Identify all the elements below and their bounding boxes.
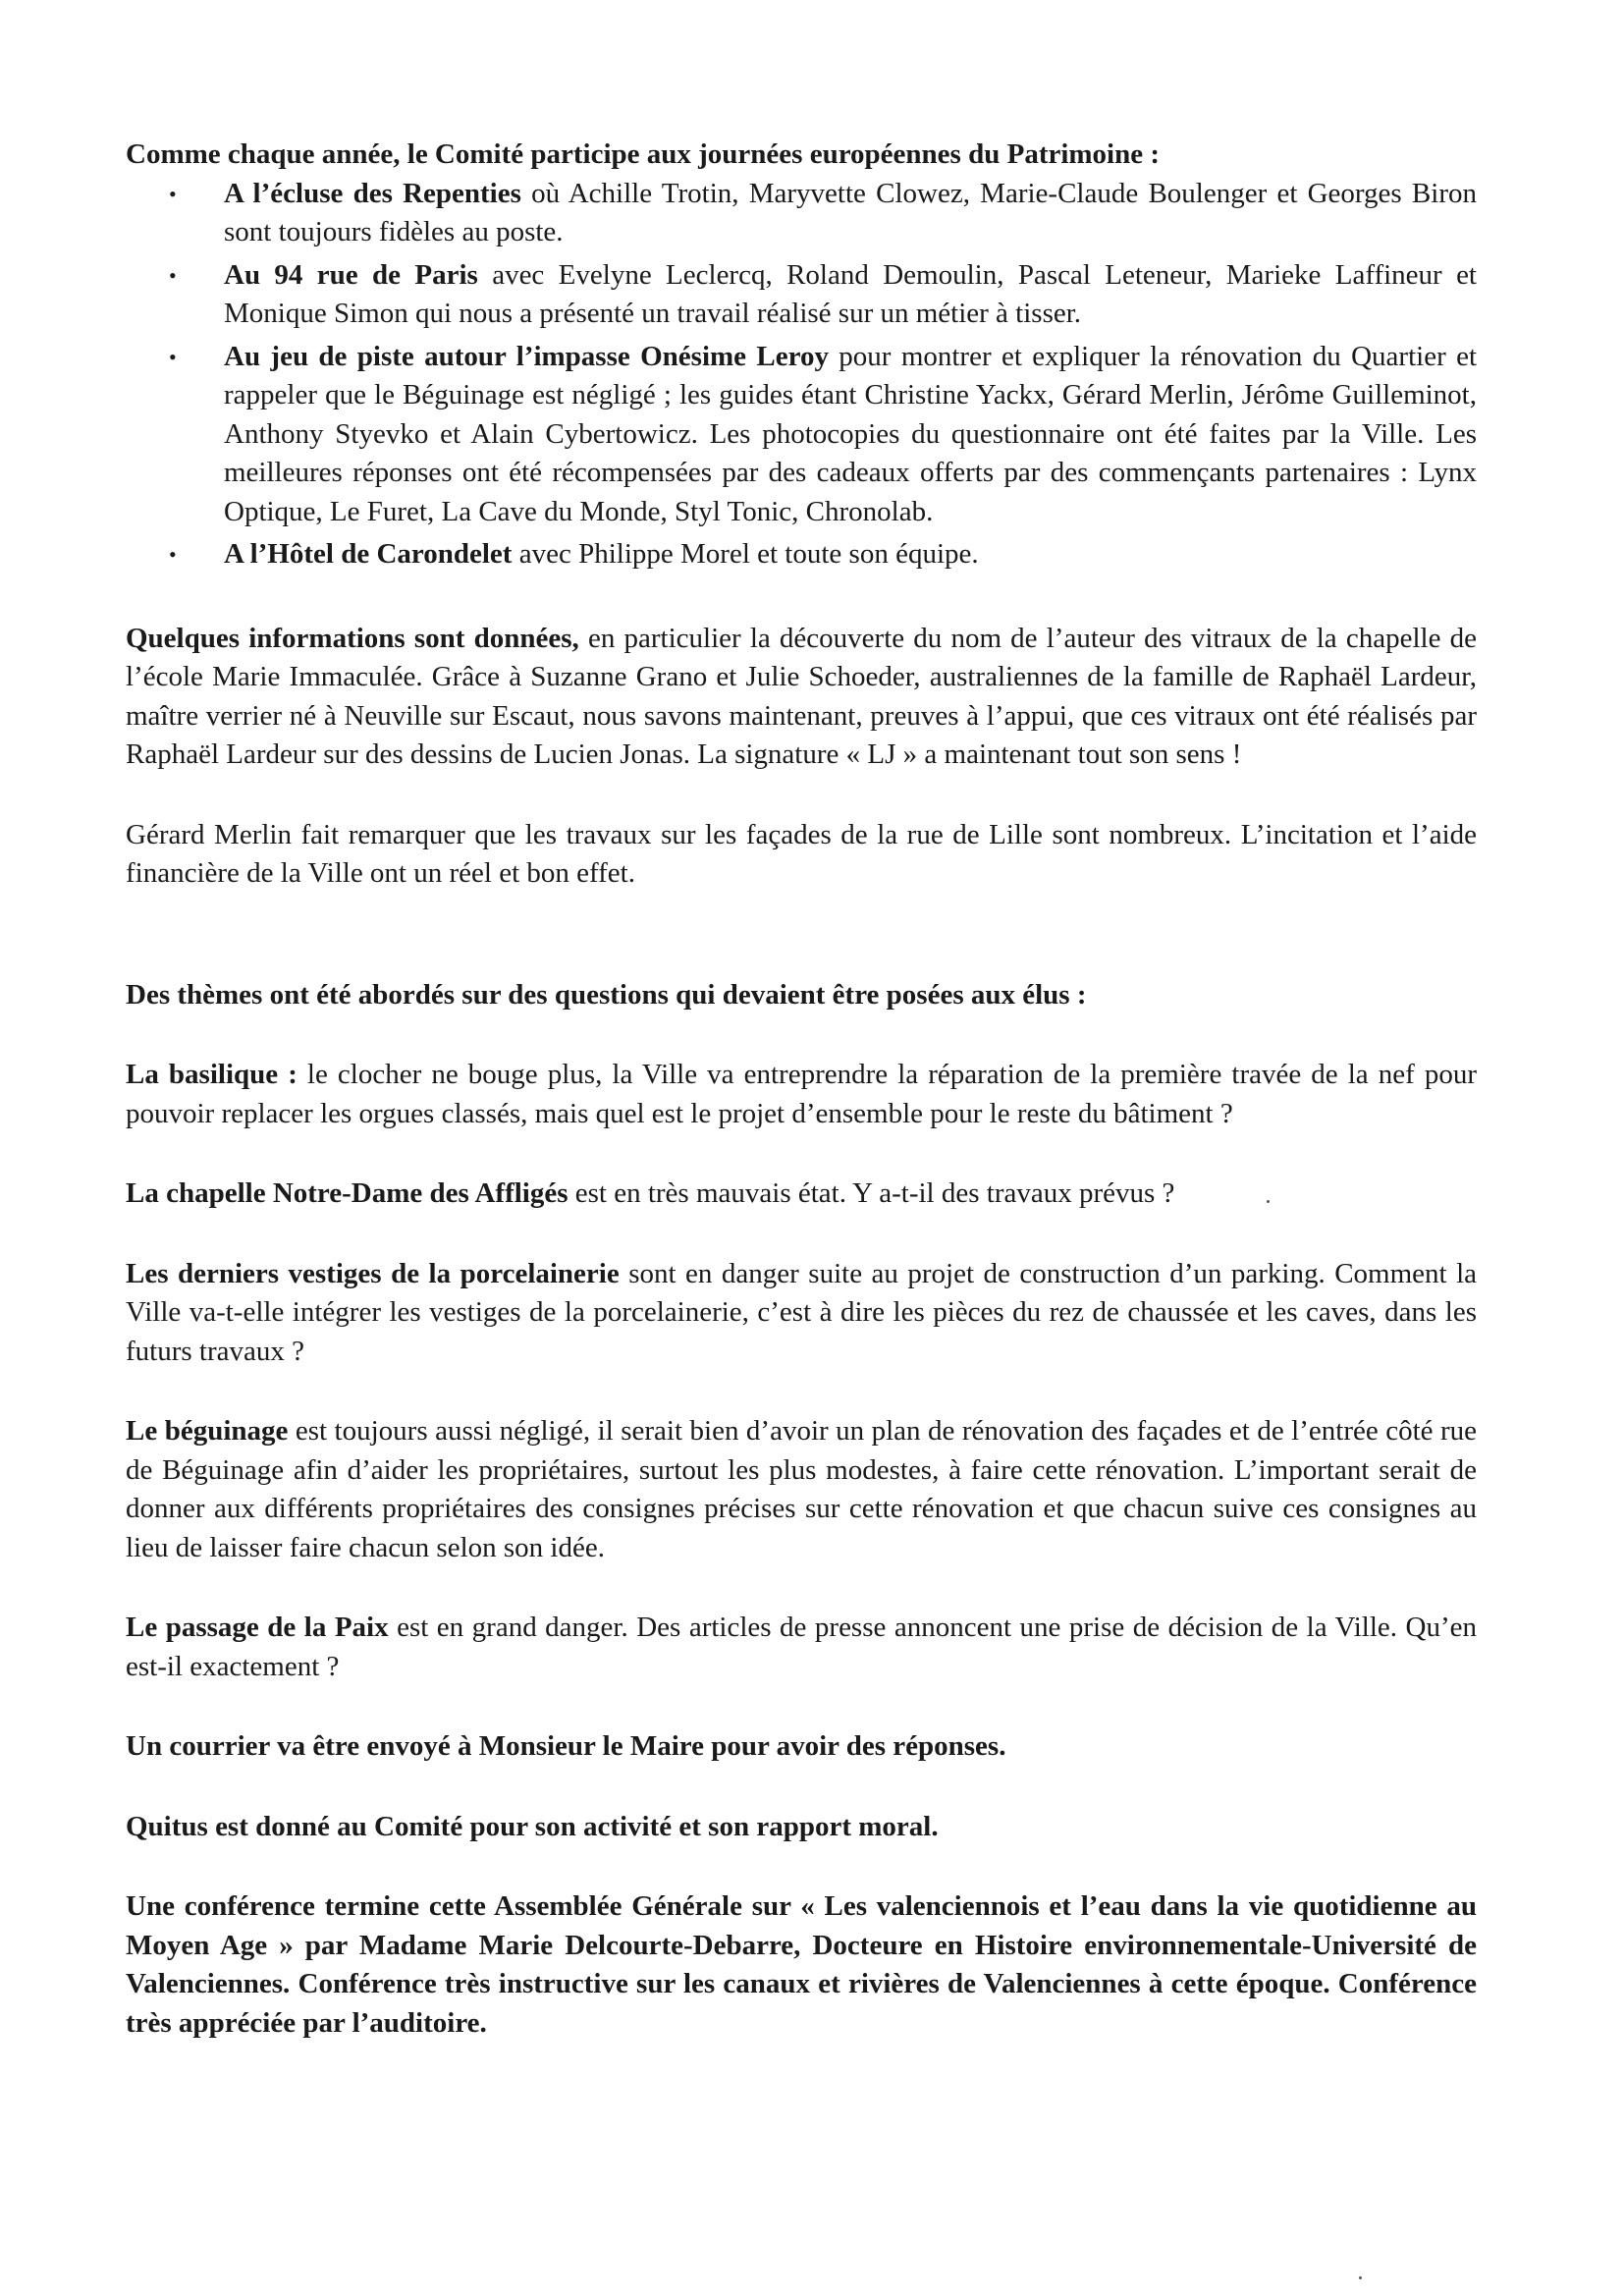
scan-speck xyxy=(1267,1200,1270,1203)
list-item: • Au 94 rue de Paris avec Evelyne Leclercq, Roland Demoulin, Pascal Leteneur, Marieke Laffineur et Monique Simon qui nous a présenté un travail réalisé sur un métier à tisser. xyxy=(224,256,1477,334)
list-item: • A l’Hôtel de Carondelet avec Philippe Morel et toute son équipe. xyxy=(224,535,1477,574)
question-basilique: La basilique : le clocher ne bouge plus, la Ville va entreprendre la réparation de la première travée de la nef pour pouvoir replacer les orgues classés, mais quel est le projet d’ensemble pour le reste du bâtiment ? xyxy=(126,1059,1477,1129)
scan-speck xyxy=(1359,2276,1362,2279)
patrimoine-heading: Comme chaque année, le Comité participe aux journées européennes du Patrimoine : xyxy=(126,138,1161,170)
themes-heading: Des thèmes ont été abordés sur des questions qui devaient être posées aux élus : xyxy=(126,978,1087,1011)
patrimoine-list xyxy=(126,175,1477,574)
question-passage-paix: Le passage de la Paix est en grand danger. Des articles de presse annoncent une prise de décision de la Ville. Qu’en est-il exactement ? xyxy=(126,1612,1477,1682)
question-chapelle: La chapelle Notre-Dame des Affligés est en très mauvais état. Y a-t-il des travaux prévus ? xyxy=(126,1177,1175,1209)
facades-paragraph: Gérard Merlin fait remarquer que les travaux sur les façades de la rue de Lille sont nombreux. L’incitation et l’aide financière de la Ville ont un réel et bon effet. xyxy=(126,818,1477,889)
list-item: • A l’écluse des Repenties où Achille Trotin, Maryvette Clowez, Marie-Claude Boulenger et Georges Biron sont toujours fidèles au poste. xyxy=(224,175,1477,252)
list-item: • Au jeu de piste autour l’impasse Onésime Leroy pour montrer et expliquer la rénovation du Quartier et rappeler que le Béguinage est négligé ; les guides étant Christine Yackx, Gérard Merlin, Jérôme Guilleminot, Anthony Styevko et Alain Cybertowicz. Les photocopies du questionnaire ont été faites par la Ville. Les meilleures réponses ont été récompensées par des cadeaux offerts par des commençants partenaires : Lynx Optique, Le Furet, La Cave du Monde, Styl Tonic, Chronolab. xyxy=(224,338,1477,532)
courrier-paragraph: Un courrier va être envoyé à Monsieur le Maire pour avoir des réponses. xyxy=(126,1730,1006,1762)
question-beguinage: Le béguinage est toujours aussi négligé, il serait bien d’avoir un plan de rénovation des façades et de l’entrée côté rue de Béguinage afin d’aider les propriétaires, surtout les plus modestes, à faire cette rénovation. L’important serait de donner aux différents propriétaires des consignes précises sur cette rénovation et que chacun suive ces consignes au lieu de laisser faire chacun selon son idée. xyxy=(126,1415,1477,1563)
quitus-paragraph: Quitus est donné au Comité pour son activité et son rapport moral. xyxy=(126,1810,939,1842)
informations-paragraph: Quelques informations sont données, en particulier la découverte du nom de l’auteur des vitraux de la chapelle de l’école Marie Immaculée. Grâce à Suzanne Grano et Julie Schoeder, australiennes de la famille de Raphaël Lardeur, maître verrier né à Neuville sur Escaut, nous savons maintenant, preuves à l’appui, que ces vitraux ont été réalisés par Raphaël Lardeur sur des dessins de Lucien Jonas. La signature « LJ » a maintenant tout son sens ! xyxy=(126,622,1477,770)
conference-paragraph: Une conférence termine cette Assemblée Générale sur « Les valenciennois et l’eau dans la vie quotidienne au Moyen Age » par Madame Marie Delcourte-Debarre, Docteure en Histoire environnementale-Université de Valenciennes. Conférence très instructive sur les canaux et rivières de Valenciennes à cette époque. Conférence très appréciée par l’auditoire. xyxy=(126,1890,1477,2039)
question-porcelainerie: Les derniers vestiges de la porcelainerie sont en danger suite au projet de construction d’un parking. Comment la Ville va-t-elle intégrer les vestiges de la porcelainerie, c’est à dire les pièces du rez de chaussée et les caves, dans les futurs travaux ? xyxy=(126,1257,1477,1367)
